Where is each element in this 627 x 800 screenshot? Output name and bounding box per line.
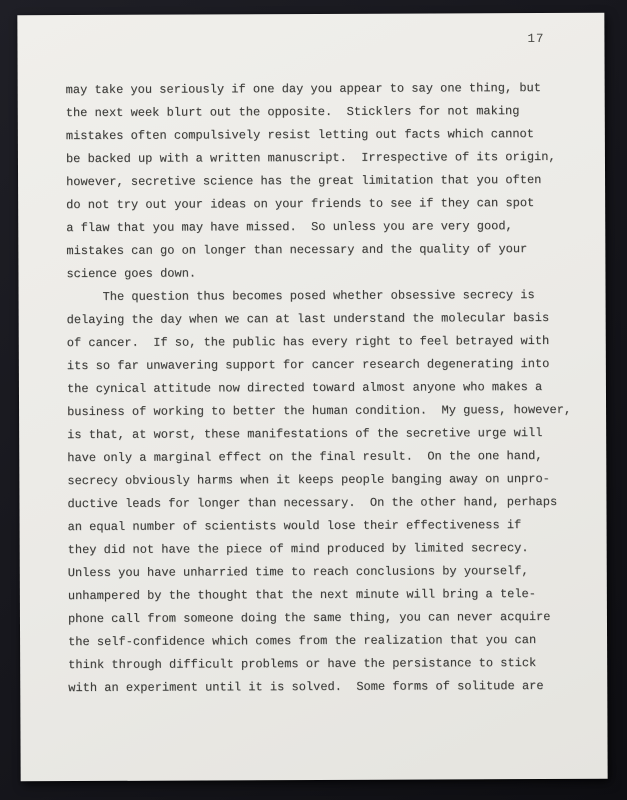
text-line: be backed up with a written manuscript. Irrespective of its origin, xyxy=(65,149,556,167)
text-line: do not try out your ideas on your friends to see if they can spot xyxy=(66,196,535,213)
page-text xyxy=(66,77,584,700)
text-line: its so far unwavering support for cancer research degenerating into xyxy=(66,356,550,374)
text-line: the cynical attitude now directed toward almost anyone who makes a xyxy=(66,379,543,397)
text-line: science goes down. xyxy=(66,266,197,282)
text-line: ductive leads for longer than necessary. On the other hand, perhaps xyxy=(67,494,558,512)
text-line: however, secretive science has the great limitation that you often xyxy=(66,172,542,190)
document-page xyxy=(17,13,607,782)
text-line: they did not have the piece of mind produced by limited secrecy. xyxy=(67,541,529,558)
text-line: with an experiment until it is solved. Some forms of solitude are xyxy=(68,678,544,696)
text-line: of cancer. If so, the public has every right to feel betrayed with xyxy=(66,333,550,351)
text-line: think through difficult problems or have the persistance to stick xyxy=(68,656,537,673)
text-line: unhampered by the thought that the next minute will bring a tele- xyxy=(67,587,536,604)
text-line: the next week blurt out the opposite. Sticklers for not making xyxy=(65,104,520,121)
text-line: have only a marginal effect on the final result. On the one hand, xyxy=(67,448,543,466)
text-line: phone call from someone doing the same thing, you can never acquire xyxy=(67,609,551,627)
text-line: mistakes often compulsively resist letting out facts which cannot xyxy=(65,127,534,144)
text-line: the self-confidence which comes from the realization that you can xyxy=(68,633,537,650)
text-line: may take you seriously if one day you appear to say one thing, but xyxy=(65,81,541,98)
text-line: delaying the day when we can at last understand the molecular basis xyxy=(66,310,550,328)
text-line: secrecy obviously harms when it keeps people banging away on unpro- xyxy=(67,471,550,489)
text-line: The question thus becomes posed whether obsessive secrecy is xyxy=(66,288,535,305)
text-line: an equal number of scientists would lose their effectiveness if xyxy=(67,518,522,535)
text-line: Unless you have unharried time to reach conclusions by yourself, xyxy=(67,564,529,581)
text-line: business of working to better the human condition. My guess, however, xyxy=(67,402,572,420)
text-line: a flaw that you may have missed. So unless you are very good, xyxy=(66,219,513,236)
page-number: 17 xyxy=(527,31,545,47)
text-line: is that, at worst, these manifestations of the secretive urge will xyxy=(67,425,543,443)
text-line: mistakes can go on longer than necessary and the quality of your xyxy=(66,242,528,259)
